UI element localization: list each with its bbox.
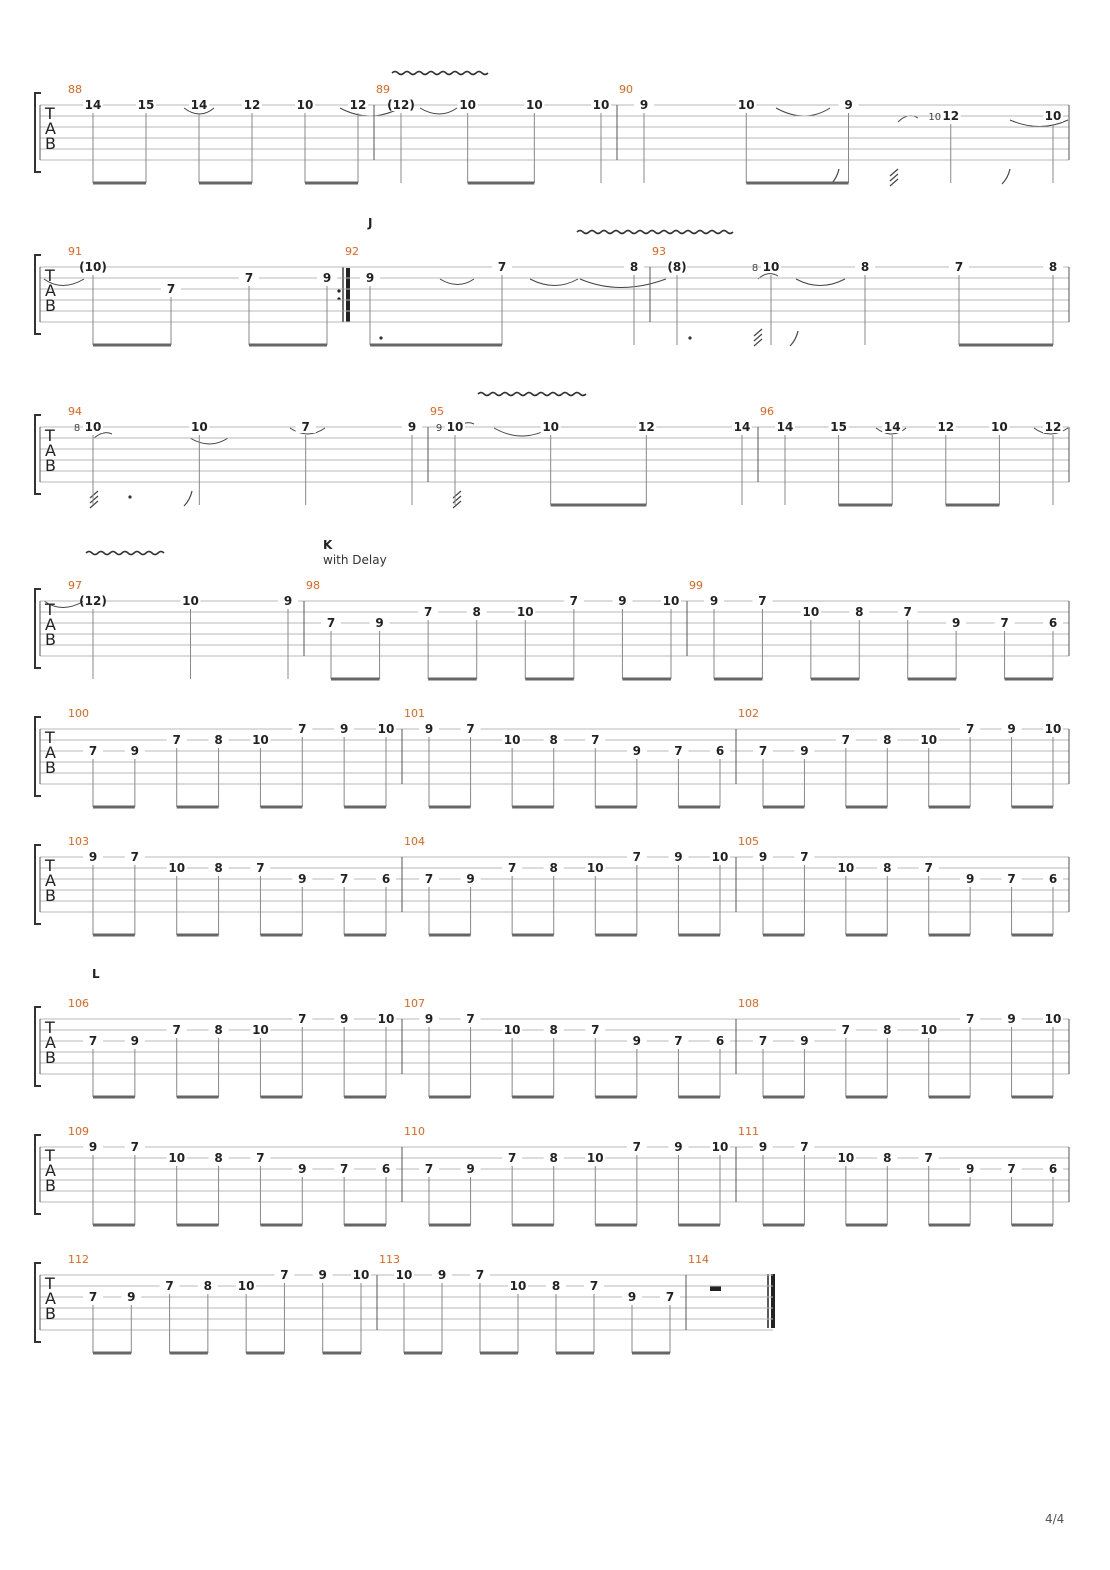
tab-clef-letter: B — [45, 886, 56, 905]
measure-number: 111 — [738, 1125, 759, 1138]
fret-number: 9 — [466, 1162, 475, 1176]
fret-number: 6 — [715, 1034, 725, 1048]
fret-number: 7 — [800, 1140, 809, 1154]
fret-number: 10 — [377, 1012, 395, 1026]
fret-number: 9 — [965, 1162, 975, 1176]
fret-number: 7 — [280, 1268, 289, 1282]
tab-clef-letter: A — [45, 119, 56, 138]
fret-number: 9 — [965, 872, 975, 886]
tab-clef-letter: A — [45, 1161, 56, 1180]
fret-number: 10 — [503, 1023, 521, 1037]
fret-number: 15 — [830, 420, 847, 434]
fret-number: 7 — [244, 271, 254, 285]
measure-number: 101 — [404, 707, 425, 720]
fret-number: 7 — [1007, 1162, 1016, 1176]
fret-number: 9 — [627, 1290, 637, 1304]
fret-number: 7 — [165, 1279, 174, 1293]
fret-number: 9 — [800, 1034, 809, 1048]
fret-number: 7 — [130, 850, 140, 864]
fret-number: 7 — [256, 861, 265, 875]
fret-number: 6 — [1048, 1162, 1058, 1176]
fret-number: 7 — [591, 733, 600, 747]
measure-number: 110 — [404, 1125, 425, 1138]
tab-clef-letter: A — [45, 1033, 56, 1052]
fret-number: 9 — [127, 1290, 136, 1304]
fret-number: 12 — [349, 98, 367, 112]
tab-clef-letter: A — [45, 281, 56, 300]
fret-number: 9 — [130, 744, 140, 758]
fret-number: 8 — [883, 733, 892, 747]
fret-number: 8 — [860, 260, 870, 274]
fret-number: 10 — [503, 733, 521, 747]
fret-number: (8) — [667, 260, 687, 274]
fret-number: 7 — [172, 733, 181, 747]
fret-number: 9 — [424, 722, 434, 736]
fret-number: 12 — [243, 98, 261, 112]
fret-number: 10 — [459, 98, 477, 112]
page-number: 4/4 — [1045, 1512, 1065, 1526]
vibrato-mark — [478, 393, 586, 396]
fret-number: 7 — [298, 1012, 307, 1026]
fret-number: 8 — [214, 861, 223, 875]
fret-number: 7 — [965, 722, 975, 736]
fret-number: 7 — [130, 1140, 140, 1154]
fret-number: 10 — [168, 861, 186, 875]
tab-clef-letter: T — [45, 728, 55, 747]
measure-number: 105 — [738, 835, 759, 848]
fret-number: 10 — [516, 605, 534, 619]
fret-number: 9 — [800, 744, 809, 758]
tab-clef-letter: B — [45, 134, 56, 153]
grace-slides — [94, 116, 918, 438]
fret-number: 10 — [182, 594, 199, 608]
tab-clef-letter: A — [45, 871, 56, 890]
fret-number: 7 — [339, 872, 349, 886]
fret-number: 7 — [88, 1034, 98, 1048]
fret-number: 10 — [586, 861, 604, 875]
tab-clef-letter: B — [45, 1048, 56, 1067]
measure-number: 91 — [68, 245, 82, 258]
fret-number: (10) — [79, 260, 107, 274]
fret-number: 9 — [632, 744, 642, 758]
fret-number: 7 — [507, 1151, 517, 1165]
fret-number: 9 — [130, 1034, 140, 1048]
fret-number: (12) — [79, 594, 107, 608]
fret-number: 7 — [924, 861, 933, 875]
fret-number: 10 — [542, 420, 560, 434]
fret-number: 7 — [88, 1290, 98, 1304]
fret-number: 10 — [377, 722, 395, 736]
measure-number: 106 — [68, 997, 89, 1010]
with-delay-annotation: with Delay — [323, 553, 387, 567]
fret-number: 7 — [632, 850, 642, 864]
fret-number: 10 — [837, 1151, 855, 1165]
fret-number: 10 — [592, 98, 610, 112]
fret-number: 10 — [190, 420, 208, 434]
vibrato-mark — [577, 231, 733, 234]
fret-number: 7 — [954, 260, 964, 274]
grace-note-fret: 8 — [751, 263, 759, 274]
vibrato-mark — [392, 72, 488, 75]
fret-number: 10 — [1044, 109, 1062, 123]
fret-number: 8 — [549, 1151, 558, 1165]
grace-note-fret: 10 — [928, 112, 942, 123]
tab-clef-letter: T — [45, 600, 55, 619]
fret-number: 9 — [407, 420, 417, 434]
fret-number: 7 — [674, 744, 683, 758]
measure-number: 104 — [404, 835, 425, 848]
fret-number: 8 — [551, 1279, 561, 1293]
fret-number: 9 — [1007, 722, 1016, 736]
section-marker-j: J — [368, 216, 373, 230]
fret-number: 7 — [298, 722, 307, 736]
fret-number: 8 — [549, 861, 558, 875]
fret-number: 10 — [395, 1268, 413, 1282]
measure-number: 100 — [68, 707, 89, 720]
fret-number: 9 — [318, 1268, 327, 1282]
fret-number: 10 — [252, 1023, 269, 1037]
fret-number: 10 — [711, 850, 729, 864]
ties — [44, 108, 1068, 608]
fret-number: 10 — [525, 98, 543, 112]
tab-clef-letter: A — [45, 441, 56, 460]
fret-number: 9 — [339, 1012, 349, 1026]
fret-number: 9 — [632, 1034, 642, 1048]
fret-number: 14 — [883, 420, 901, 434]
section-marker-k: K — [323, 538, 333, 552]
tab-clef-letter: T — [45, 104, 55, 123]
fret-number: 10 — [802, 605, 820, 619]
final-rest — [710, 1286, 721, 1291]
tab-clef-letter: T — [45, 266, 55, 285]
final-barline — [768, 1274, 773, 1328]
fret-number: 9 — [283, 594, 293, 608]
fret-number: 7 — [475, 1268, 485, 1282]
fret-number: 14 — [84, 98, 102, 112]
measure-number: 102 — [738, 707, 759, 720]
tab-clef-letter: B — [45, 630, 56, 649]
fret-number: 7 — [466, 722, 475, 736]
fret-number: 7 — [632, 1140, 642, 1154]
measure-number: 98 — [306, 579, 320, 592]
measure-number: 114 — [688, 1253, 709, 1266]
tab-clef-letter: A — [45, 615, 56, 634]
fret-number: 7 — [497, 260, 507, 274]
fret-number: 8 — [549, 1023, 558, 1037]
fret-number: 9 — [339, 722, 349, 736]
fret-number: 8 — [472, 605, 481, 619]
fret-number: 7 — [424, 1162, 434, 1176]
measure-number: 103 — [68, 835, 89, 848]
fret-number: (12) — [387, 98, 415, 112]
fret-number: 10 — [1044, 722, 1062, 736]
fret-number: 9 — [298, 1162, 307, 1176]
fret-number: 7 — [1000, 616, 1009, 630]
fret-number: 6 — [1048, 616, 1058, 630]
fret-number: 7 — [758, 744, 768, 758]
measure-number: 92 — [345, 245, 359, 258]
fret-number: 12 — [942, 109, 960, 123]
fret-number: 7 — [1007, 872, 1016, 886]
note-flags — [90, 169, 1010, 508]
tab-clef-letter: T — [45, 1274, 55, 1293]
fret-number: 9 — [709, 594, 719, 608]
fret-number: 10 — [446, 420, 464, 434]
fret-number: 6 — [381, 872, 391, 886]
fret-number: 10 — [586, 1151, 604, 1165]
fret-number: 7 — [903, 605, 912, 619]
measure-number: 108 — [738, 997, 759, 1010]
fret-number: 9 — [951, 616, 961, 630]
fret-number: 7 — [172, 1023, 181, 1037]
vibrato-mark — [86, 552, 164, 555]
fret-number: 9 — [365, 271, 375, 285]
tab-clef-letter: T — [45, 856, 55, 875]
fret-number: 10 — [296, 98, 314, 112]
fret-number: 6 — [381, 1162, 391, 1176]
fret-number: 10 — [662, 594, 680, 608]
fret-number: 14 — [776, 420, 794, 434]
tab-clef-letter: T — [45, 426, 55, 445]
fret-number: 10 — [711, 1140, 729, 1154]
fret-number: 8 — [214, 1023, 223, 1037]
fret-number: 7 — [326, 616, 336, 630]
fret-number: 10 — [237, 1279, 255, 1293]
fret-number: 7 — [256, 1151, 265, 1165]
fret-number: 7 — [965, 1012, 975, 1026]
tab-clef-letter: B — [45, 456, 56, 475]
grace-note-fret: 9 — [435, 423, 443, 434]
fret-number: 10 — [837, 861, 855, 875]
fret-number: 7 — [591, 1023, 600, 1037]
tab-clef-letter: A — [45, 743, 56, 762]
fret-number: 10 — [920, 1023, 938, 1037]
fret-number: 8 — [883, 1151, 892, 1165]
fret-number: 9 — [674, 850, 683, 864]
measure-number: 97 — [68, 579, 82, 592]
fret-number: 7 — [423, 605, 433, 619]
fret-number: 9 — [424, 1012, 434, 1026]
fret-number: 9 — [639, 98, 649, 112]
fret-number: 7 — [841, 1023, 851, 1037]
fret-number: 10 — [991, 420, 1008, 434]
fret-number: 9 — [298, 872, 307, 886]
fret-number: 9 — [437, 1268, 447, 1282]
fret-number: 10 — [762, 260, 780, 274]
fret-number: 9 — [88, 850, 98, 864]
measure-number: 90 — [619, 83, 633, 96]
fret-number: 7 — [674, 1034, 683, 1048]
fret-number: 9 — [618, 594, 627, 608]
tab-clef-letter: A — [45, 1289, 56, 1308]
section-marker-l: L — [92, 967, 100, 981]
fret-number: 6 — [1048, 872, 1058, 886]
fret-number: 7 — [758, 594, 767, 608]
fret-number: 7 — [665, 1290, 675, 1304]
fret-number: 8 — [1048, 260, 1058, 274]
tab-clef-letter: T — [45, 1146, 55, 1165]
measure-number: 94 — [68, 405, 82, 418]
fret-number: 8 — [629, 260, 639, 274]
measure-number: 109 — [68, 1125, 89, 1138]
fret-number: 9 — [844, 98, 853, 112]
tab-clef-letter: B — [45, 758, 56, 777]
fret-number: 8 — [203, 1279, 213, 1293]
fret-number: 9 — [466, 872, 475, 886]
fret-number: 7 — [88, 744, 98, 758]
fret-number: 7 — [569, 594, 579, 608]
fret-number: 9 — [322, 271, 332, 285]
fret-number: 9 — [88, 1140, 98, 1154]
fret-number: 7 — [301, 420, 310, 434]
fret-number: 7 — [924, 1151, 933, 1165]
fret-number: 7 — [758, 1034, 768, 1048]
measure-number: 107 — [404, 997, 425, 1010]
fret-number: 7 — [339, 1162, 349, 1176]
measure-number: 99 — [689, 579, 703, 592]
measure-number: 95 — [430, 405, 444, 418]
fret-number: 10 — [737, 98, 755, 112]
fret-number: 12 — [637, 420, 655, 434]
measure-number: 96 — [760, 405, 774, 418]
fret-number: 10 — [509, 1279, 527, 1293]
fret-number: 7 — [589, 1279, 599, 1293]
tab-clef-letter: T — [45, 1018, 55, 1037]
measure-number: 89 — [376, 83, 390, 96]
measure-number: 88 — [68, 83, 82, 96]
fret-number: 8 — [883, 861, 892, 875]
fret-number: 14 — [733, 420, 751, 434]
fret-number: 8 — [883, 1023, 892, 1037]
measure-number: 93 — [652, 245, 666, 258]
fret-number: 8 — [855, 605, 864, 619]
fret-number: 7 — [424, 872, 434, 886]
fret-number: 7 — [507, 861, 517, 875]
fret-number: 7 — [841, 733, 851, 747]
fret-number: 8 — [549, 733, 558, 747]
grace-note-fret: 8 — [73, 423, 81, 434]
fret-number: 14 — [190, 98, 208, 112]
measure-number: 113 — [379, 1253, 400, 1266]
fret-number: 7 — [166, 282, 176, 296]
fret-number: 7 — [466, 1012, 475, 1026]
fret-number: 10 — [1044, 1012, 1062, 1026]
fret-number: 9 — [758, 1140, 768, 1154]
fret-number: 12 — [937, 420, 955, 434]
tab-clef-letter: B — [45, 1304, 56, 1323]
fret-number: 7 — [800, 850, 809, 864]
fret-number: 8 — [214, 1151, 223, 1165]
tab-clef-letter: B — [45, 296, 56, 315]
fret-number: 9 — [1007, 1012, 1016, 1026]
fret-number: 9 — [674, 1140, 683, 1154]
fret-number: 8 — [214, 733, 223, 747]
fret-number: 10 — [352, 1268, 370, 1282]
fret-number: 9 — [375, 616, 384, 630]
fret-number: 15 — [137, 98, 155, 112]
fret-number: 6 — [715, 744, 725, 758]
fret-number: 10 — [168, 1151, 186, 1165]
fret-number: 9 — [758, 850, 768, 864]
fret-number: 10 — [920, 733, 938, 747]
fret-number: 12 — [1044, 420, 1062, 434]
tab-clef-letter: B — [45, 1176, 56, 1195]
fret-number: 10 — [252, 733, 269, 747]
fret-number: 10 — [84, 420, 102, 434]
measure-number: 112 — [68, 1253, 89, 1266]
